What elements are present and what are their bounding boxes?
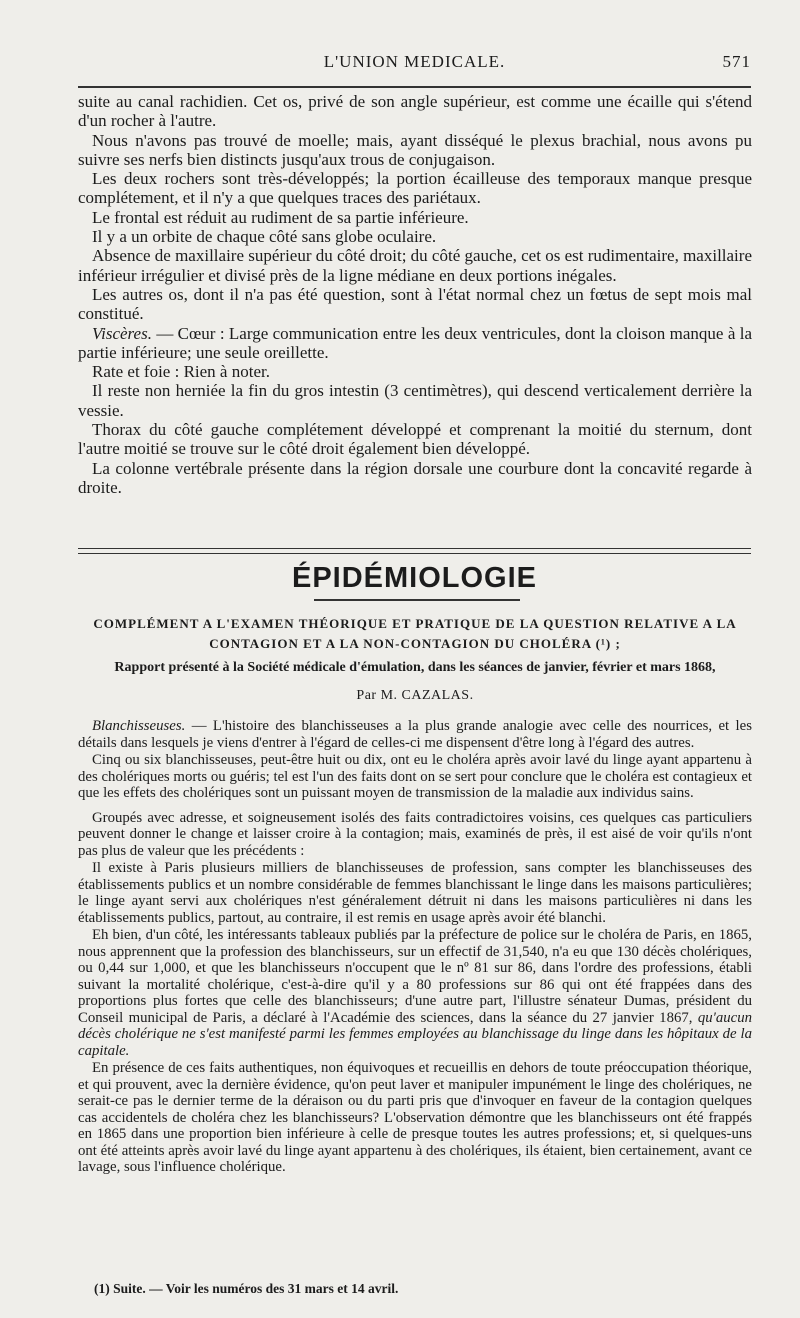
section-title-rule	[314, 599, 520, 601]
paragraph-blanchisseuses	[78, 718, 752, 751]
visceres-label: Viscères.	[92, 323, 152, 343]
paragraph: Il y a un orbite de chaque côté sans globe oculaire.	[92, 227, 437, 247]
paragraph: Les autres os, dont il n'a pas été question, sont à l'état normal chez un fœtus de sept mois mal constitué.	[78, 284, 752, 324]
blanchisseuses-text: — L'histoire des blanchisseuses a la plus grande analogie avec celle des nourrices, et les détails dans lesquels je viens d'entrer à l'égard de celles-ci me dispensent d'être long à l'égard des autres.	[78, 718, 752, 751]
paragraph: Il existe à Paris plusieurs milliers de blanchisseuses de profession, sans compter les blanchisseuses des établissements publics et un nombre considérable de femmes blanchissant le linge dans les maisons particulières; le linge ayant servi aux cholériques n'est généralement détruit ni dans les maisons particulières ni dans les établissements publics, partout, au contraire, il est remis en usage après avoir été blanchi.	[78, 860, 752, 926]
paragraph: suite au canal rachidien. Cet os, privé de son angle supérieur, est comme une écaille qui s'étend d'un rocher à l'autre.	[78, 92, 752, 131]
report-note: Rapport présenté à la Société médicale d'émulation, dans les séances de janvier, février et mars 1868,	[114, 660, 716, 675]
article-subtitle: COMPLÉMENT A L'EXAMEN THÉORIQUE ET PRATIQUE DE LA QUESTION RELATIVE A LA CONTAGION ET A LA NON-CONTAGION DU CHOLÉRA (¹) ;	[93, 616, 737, 651]
section-divider	[78, 548, 751, 554]
paragraph: Nous n'avons pas trouvé de moelle; mais, ayant disséqué le plexus brachial, nous avons pu suivre ses nerfs bien distincts jusqu'aux trous de conjugaison.	[78, 130, 752, 169]
section-title: ÉPIDÉMIOLOGIE	[291, 562, 538, 594]
case-description	[78, 92, 752, 497]
footnote: (1) Suite. — Voir les numéros des 31 mars et 14 avril.	[94, 1281, 399, 1296]
page-number: 571	[722, 52, 751, 71]
paragraph: La colonne vertébrale présente dans la région dorsale une courbure dont la concavité regarde à droite.	[78, 458, 752, 497]
paragraph: Les deux rochers sont très-développés; la portion écailleuse des temporaux manque presque complétement, et il n'y a que quelques traces des pariétaux.	[78, 169, 752, 208]
paragraph: Il reste non herniée la fin du gros intestin (3 centimètres), qui descend verticalement derrière la vessie.	[78, 381, 752, 420]
paragraph: En présence de ces faits authentiques, non équivoques et recueillis en dehors de toute préoccupation théorique, et qui prouvent, avec la dernière évidence, qu'on peut laver et manipuler impunément le linge des cholériques, ne serait-ce pas le dernier terme de la déraison ou du parti pris que d'invoquer en faveur de la contagion quelques cas accidentels de choléra chez les blanchisseurs? L'observation démontre que les blanchisseurs ont été frappés en 1865 dans une proportion bien inférieure à celle de presque toutes les autres professions; et, si quelques-uns ont été atteints après avoir lavé du linge ayant appartenu à des cholériques, ils étaient, bien certainement, avant ce lavage, sous l'influence cholérique.	[78, 1060, 752, 1175]
header-rule	[78, 86, 751, 88]
journal-title: L'UNION MEDICALE.	[323, 52, 506, 71]
eh-bien-text: Eh bien, d'un côté, les intéressants tableaux publiés par la préfecture de police sur le choléra de Paris, en 1865, nous apprennent que la profession des blanchisseurs, sur un effectif de 31,540, n'a eu que 130 décès cholériques, ou 0,44 sur 1,000, et que les blanchisseurs n'occupent que le nº 81 sur 86, dans l'ordre des professions, établi suivant la mortalité cholérique, c'est-à-dire qu'il y a 80 professions sur 86 qui ont été frappées dans des proportions plus fortes que celle des blanchisseurs; d'une autre part, l'illustre sénateur Dumas, président du Conseil municipal de Paris, a déclaré à l'Académie des sciences, dans la séance du 27 janvier 1867,	[78, 927, 752, 1026]
paragraph: Absence de maxillaire supérieur du côté droit; du côté gauche, cet os est rudimentaire, maxillaire inférieur irrégulier et divisé près de la ligne médiane en deux portions inégales.	[78, 246, 752, 285]
article-body	[78, 718, 752, 1177]
blanchisseuses-label: Blanchisseuses.	[92, 718, 186, 734]
paragraph: Le frontal est réduit au rudiment de sa partie inférieure.	[92, 207, 469, 227]
paragraph: Rate et foie : Rien à noter.	[92, 362, 270, 382]
running-header	[78, 50, 751, 78]
paragraph: Groupés avec adresse, et soigneusement isolés des faits contradictoires voisins, ces quelques cas particuliers peuvent donner le change et laisser croire à la contagion; mais, examinés de près, il est aisé de voir qu'ils n'ont pas plus de valeur que les précédents :	[78, 809, 752, 859]
paragraph: Cinq ou six blanchisseuses, peut-être huit ou dix, ont eu le choléra après avoir lavé du linge ayant appartenu à des cholériques morts ou guéris; tel est l'un des faits dont on se sert pour conclure que le choléra est contagieux et que les effets des cholériques sont un puissant moyen de transmission de la maladie aux individus sains.	[78, 752, 752, 801]
paragraph: Thorax du côté gauche complétement développé et comprenant la moitié du sternum, dont l'autre moitié se trouve sur le côté droit également bien développé.	[78, 420, 752, 459]
dumas-quote: qu'aucun décès cholérique ne s'est manifesté parmi les femmes employées au blanchissage du linge dans les hôpitaux de la capitale.	[78, 1009, 752, 1059]
paragraph-visceres	[78, 324, 752, 363]
visceres-text: — Cœur : Large communication entre les deux ventricules, dont la cloison manque à la partie inférieure; une seule oreillette.	[78, 323, 752, 362]
author-line: Par M. CAZALAS.	[356, 688, 474, 703]
paragraph-eh-bien	[78, 927, 752, 1059]
